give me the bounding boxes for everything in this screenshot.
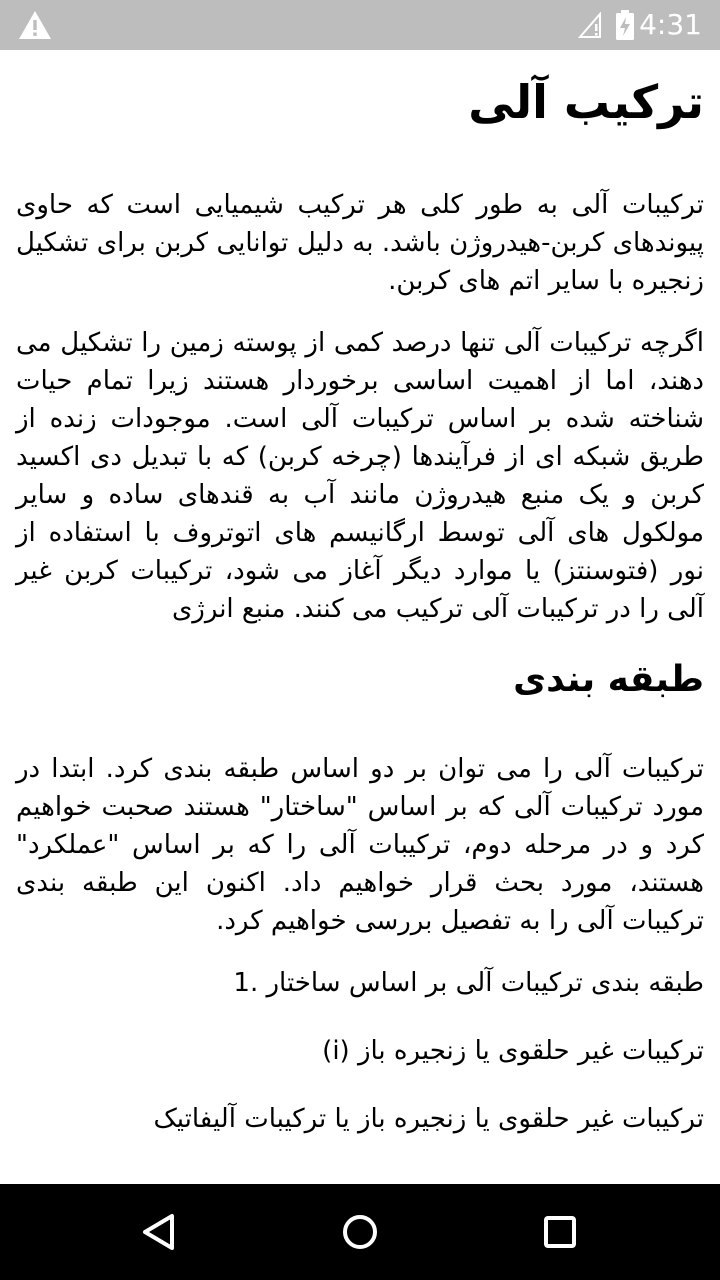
- back-icon[interactable]: [136, 1208, 184, 1256]
- intro-paragraph: ترکیبات آلی به طور کلی هر ترکیب شیمیایی است که حاوی پیوندهای کربن-هیدروژن باشد. به دلیل توانایی کربن برای تشکیل زنجیره با سایر اتم های کربن.: [16, 190, 704, 296]
- no-sim-icon: [578, 12, 602, 38]
- clock: 4:31: [639, 8, 702, 41]
- section-title: طبقه بندی: [513, 659, 704, 700]
- recent-apps-icon[interactable]: [536, 1208, 584, 1256]
- body-paragraph: اگرچه ترکیبات آلی تنها درصد کمی از پوسته زمین را تشکیل می دهند، اما از اهمیت اساسی برخوردار هستند زیرا تمام حیات شناخته شده بر اساس ترکیبات آلی است. موجودات زنده از طریق شبکه ای از فرآیندها (چرخه کربن) که با تبدیل دی اکسید کربن و یک منبع هیدروژن مانند آب به قندهای ساده و سایر مولکول های آلی توسط ارگانیسم های اتوتروف با استفاده از نور (فتوسنتز) یا موارد دیگر آغاز می شود، ترکیبات کربن غیر آلی را در ترکیبات آلی ترکیب می کنند. منبع انرژی: [16, 328, 704, 624]
- list-item: طبقه بندی ترکیبات آلی بر اساس ساختار .1: [233, 968, 704, 998]
- list-item: ترکیبات غیر حلقوی یا زنجیره باز یا ترکیبات آلیفاتیک: [153, 1104, 704, 1134]
- article-title: ترکیب آلی: [468, 75, 704, 129]
- status-bar: [0, 0, 720, 50]
- article-content[interactable]: [0, 50, 720, 1184]
- list-item: ترکیبات غیر حلقوی یا زنجیره باز (i): [322, 1036, 704, 1066]
- battery-charging-icon: [616, 10, 634, 40]
- home-icon[interactable]: [336, 1208, 384, 1256]
- classification-paragraph: ترکیبات آلی را می توان بر دو اساس طبقه بندی کرد. ابتدا در مورد ترکیبات آلی که بر اساس "ساختار" هستند صحبت خواهیم کرد و در مرحله دوم، ترکیبات آلی را که بر اساس "عملکرد" هستند، مورد بحث قرار خواهیم داد. اکنون این طبقه بندی ترکیبات آلی را به تفصیل بررسی خواهیم کرد.: [16, 754, 704, 936]
- warning-icon: [18, 10, 52, 40]
- navigation-bar: [0, 1184, 720, 1280]
